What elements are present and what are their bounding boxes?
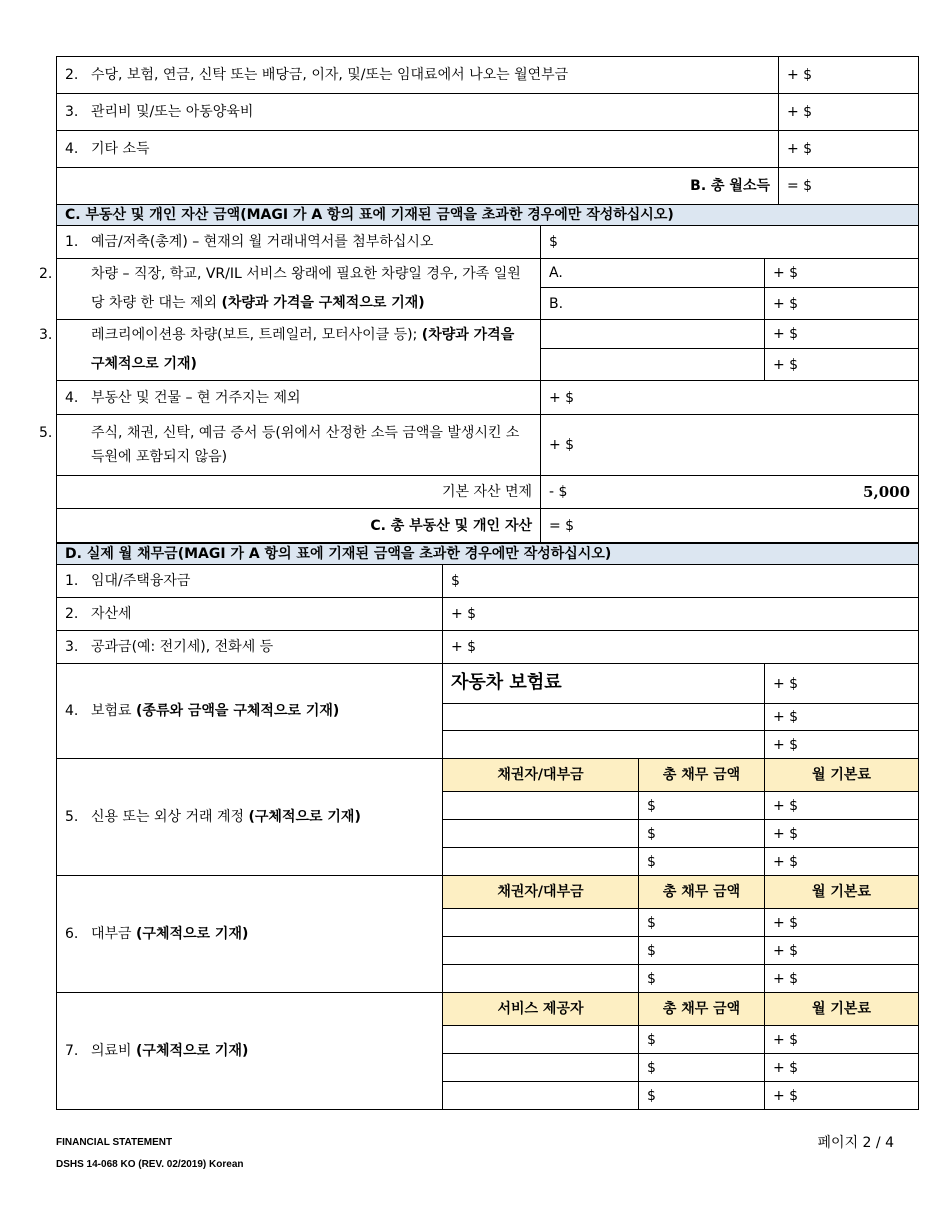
monthly-payment-field[interactable]: + $ (765, 909, 919, 937)
debt-row (57, 598, 919, 631)
creditor-field[interactable] (443, 792, 639, 820)
provider-field[interactable] (443, 1026, 639, 1054)
asset-row (57, 259, 919, 288)
item-number: 4. (65, 389, 79, 406)
column-header-total-debt: 총 채무 금액 (639, 759, 765, 792)
item-number: 3. (39, 327, 53, 343)
stocks-field[interactable]: + $ (541, 415, 919, 476)
section-d-heading: D. 실제 월 채무금(MAGI 가 A 항의 표에 기재된 금액을 초과한 경우에만 작성하십시오) (57, 544, 919, 565)
exemption-label: 기본 자산 면제 (57, 476, 541, 509)
item-label: 의료비 (91, 1043, 137, 1059)
vehicle-a-value[interactable]: + $ (765, 259, 919, 288)
income-row (57, 94, 919, 131)
property-tax-field[interactable]: + $ (443, 598, 919, 631)
savings-amount-field[interactable]: $ (541, 226, 919, 259)
item-label: 관리비 및/또는 아동양육비 (91, 104, 254, 120)
exemption-amount: 5,000 (863, 483, 911, 501)
debt-amount-field[interactable]: $ (639, 965, 765, 993)
debt-row (57, 631, 919, 664)
item-number: 3. (65, 639, 79, 655)
amount-field[interactable]: + $ (779, 131, 919, 168)
item-number: 7. (65, 1043, 79, 1059)
item-number: 2. (65, 606, 79, 622)
item-label: 자산세 (91, 606, 132, 622)
item-label-bold: (구체적으로 기재) (136, 926, 249, 942)
item-number: 1. (65, 573, 79, 589)
vehicle-b-value[interactable]: + $ (765, 288, 919, 320)
debt-amount-field[interactable]: $ (639, 937, 765, 965)
item-label: 차량 – 직장, 학교, VR/IL 서비스 왕래에 필요한 차량일 경우, 가족 일원당 차량 한 대는 제외 (91, 266, 521, 311)
total-assets-label: C. 총 부동산 및 개인 자산 (57, 509, 541, 543)
creditor-field[interactable] (443, 848, 639, 876)
amount-field[interactable]: + $ (779, 57, 919, 94)
item-label-bold: (차량과 가격을 구체적으로 기재) (91, 327, 515, 372)
debt-row (57, 565, 919, 598)
column-header-total-debt: 총 채무 금액 (639, 876, 765, 909)
rv-value-field[interactable]: + $ (765, 349, 919, 381)
section-c-heading: C. 부동산 및 개인 자산 금액(MAGI 가 A 항의 표에 기재된 금액을 초과한 경우에만 작성하십시오) (57, 205, 919, 226)
item-number: 6. (65, 926, 79, 942)
debt-amount-field[interactable]: $ (639, 1026, 765, 1054)
column-header-monthly: 월 기본료 (765, 759, 919, 792)
item-label: 대부금 (91, 926, 137, 942)
loan-header-row (57, 876, 919, 909)
insurance-row (57, 664, 919, 704)
rv-value-field[interactable]: + $ (765, 320, 919, 349)
insurance-entry: 자동차 보험료 (451, 672, 562, 693)
item-number: 5. (65, 809, 79, 825)
exemption-row (57, 476, 919, 509)
column-header-monthly: 월 기본료 (765, 876, 919, 909)
income-row (57, 131, 919, 168)
insurance-amount-field[interactable]: + $ (765, 704, 919, 731)
vehicle-b-field[interactable]: B. (541, 288, 765, 320)
insurance-type-field[interactable] (443, 731, 765, 759)
footer-form-number: DSHS 14-068 KO (REV. 02/2019) Korean (56, 1159, 244, 1170)
income-table (56, 56, 919, 205)
debt-amount-field[interactable]: $ (639, 1054, 765, 1082)
total-assets-row (57, 509, 919, 543)
insurance-type-field[interactable] (443, 704, 765, 731)
creditor-field[interactable] (443, 965, 639, 993)
item-label-bold: (구체적으로 기재) (248, 809, 361, 825)
insurance-type-field[interactable] (443, 664, 765, 704)
item-label: 주식, 채권, 신탁, 예금 증서 등(위에서 산정한 소득 금액을 발생시킨 소득원에 포함되지 않음) (91, 425, 520, 465)
total-income-field[interactable]: = $ (779, 168, 919, 205)
credit-header-row (57, 759, 919, 792)
debt-amount-field[interactable]: $ (639, 848, 765, 876)
item-label: 예금/저축(총계) – 현재의 월 거래내역서를 첨부하십시오 (91, 234, 434, 250)
item-number: 4. (65, 141, 79, 157)
item-number: 4. (65, 703, 79, 719)
provider-field[interactable] (443, 1082, 639, 1110)
asset-row (57, 415, 919, 476)
monthly-payment-field[interactable]: + $ (765, 1054, 919, 1082)
footer-title: FINANCIAL STATEMENT (56, 1137, 173, 1148)
assets-table (39, 204, 919, 543)
section-c-heading-row (57, 205, 919, 226)
utilities-field[interactable]: + $ (443, 631, 919, 664)
total-assets-field[interactable]: = $ (541, 509, 919, 543)
section-d-heading-row (57, 544, 919, 565)
item-label-bold: (종류와 금액을 구체적으로 기재) (136, 703, 340, 719)
creditor-field[interactable] (443, 820, 639, 848)
total-income-row (57, 168, 919, 205)
insurance-amount-field[interactable]: + $ (765, 664, 919, 704)
item-label-bold: (구체적으로 기재) (136, 1043, 249, 1059)
monthly-payment-field[interactable]: + $ (765, 792, 919, 820)
asset-row (57, 381, 919, 415)
page-number: 페이지 2 / 4 (817, 1135, 894, 1151)
debt-amount-field[interactable]: $ (639, 909, 765, 937)
amount-field[interactable]: + $ (779, 94, 919, 131)
creditor-field[interactable] (443, 909, 639, 937)
debt-amount-field[interactable]: $ (639, 1082, 765, 1110)
item-number: 3. (65, 104, 79, 120)
column-header-creditor: 채권자/대부금 (443, 759, 639, 792)
monthly-payment-field[interactable]: + $ (765, 965, 919, 993)
insurance-amount-field[interactable]: + $ (765, 731, 919, 759)
real-estate-field[interactable]: + $ (541, 381, 919, 415)
item-label: 임대/주택융자금 (91, 573, 191, 589)
item-label: 신용 또는 외상 거래 계정 (91, 809, 249, 825)
item-label: 부동산 및 건물 – 현 거주지는 제외 (91, 389, 301, 406)
item-label-bold: (차량과 가격을 구체적으로 기재) (221, 295, 425, 311)
income-row (57, 57, 919, 94)
item-label: 레크리에이션용 차량(보트, 트레일러, 모터사이클 등); (91, 327, 422, 343)
item-number: 5. (39, 425, 53, 441)
column-header-creditor: 채권자/대부금 (443, 876, 639, 909)
debt-amount-field[interactable]: $ (639, 820, 765, 848)
monthly-payment-field[interactable]: + $ (765, 848, 919, 876)
vehicle-a-field[interactable]: A. (541, 259, 765, 288)
monthly-payment-field[interactable]: + $ (765, 1082, 919, 1110)
monthly-payment-field[interactable]: + $ (765, 1026, 919, 1054)
item-label: 수당, 보험, 연금, 신탁 또는 배당금, 이자, 및/또는 임대료에서 나오는 월연부금 (91, 67, 569, 83)
monthly-payment-field[interactable]: + $ (765, 937, 919, 965)
medical-header-row (57, 993, 919, 1026)
rent-field[interactable]: $ (443, 565, 919, 598)
rv-description-field[interactable] (541, 349, 765, 381)
provider-field[interactable] (443, 1054, 639, 1082)
rv-description-field[interactable] (541, 320, 765, 349)
total-income-label: B. 총 월소득 (57, 168, 779, 205)
column-header-provider: 서비스 제공자 (443, 993, 639, 1026)
debts-table (56, 543, 919, 1110)
monthly-payment-field[interactable]: + $ (765, 820, 919, 848)
item-label: 보험료 (91, 703, 137, 719)
item-number: 1. (65, 234, 79, 250)
column-header-monthly: 월 기본료 (765, 993, 919, 1026)
column-header-total-debt: 총 채무 금액 (639, 993, 765, 1026)
item-label: 공과금(예: 전기세), 전화세 등 (91, 639, 274, 655)
item-number: 2. (65, 67, 79, 83)
debt-amount-field[interactable]: $ (639, 792, 765, 820)
item-label: 기타 소득 (91, 141, 150, 157)
item-number: 2. (39, 266, 53, 282)
asset-row (57, 226, 919, 259)
exemption-field: - $ 5,000 (541, 476, 919, 509)
creditor-field[interactable] (443, 937, 639, 965)
asset-row (57, 320, 919, 349)
